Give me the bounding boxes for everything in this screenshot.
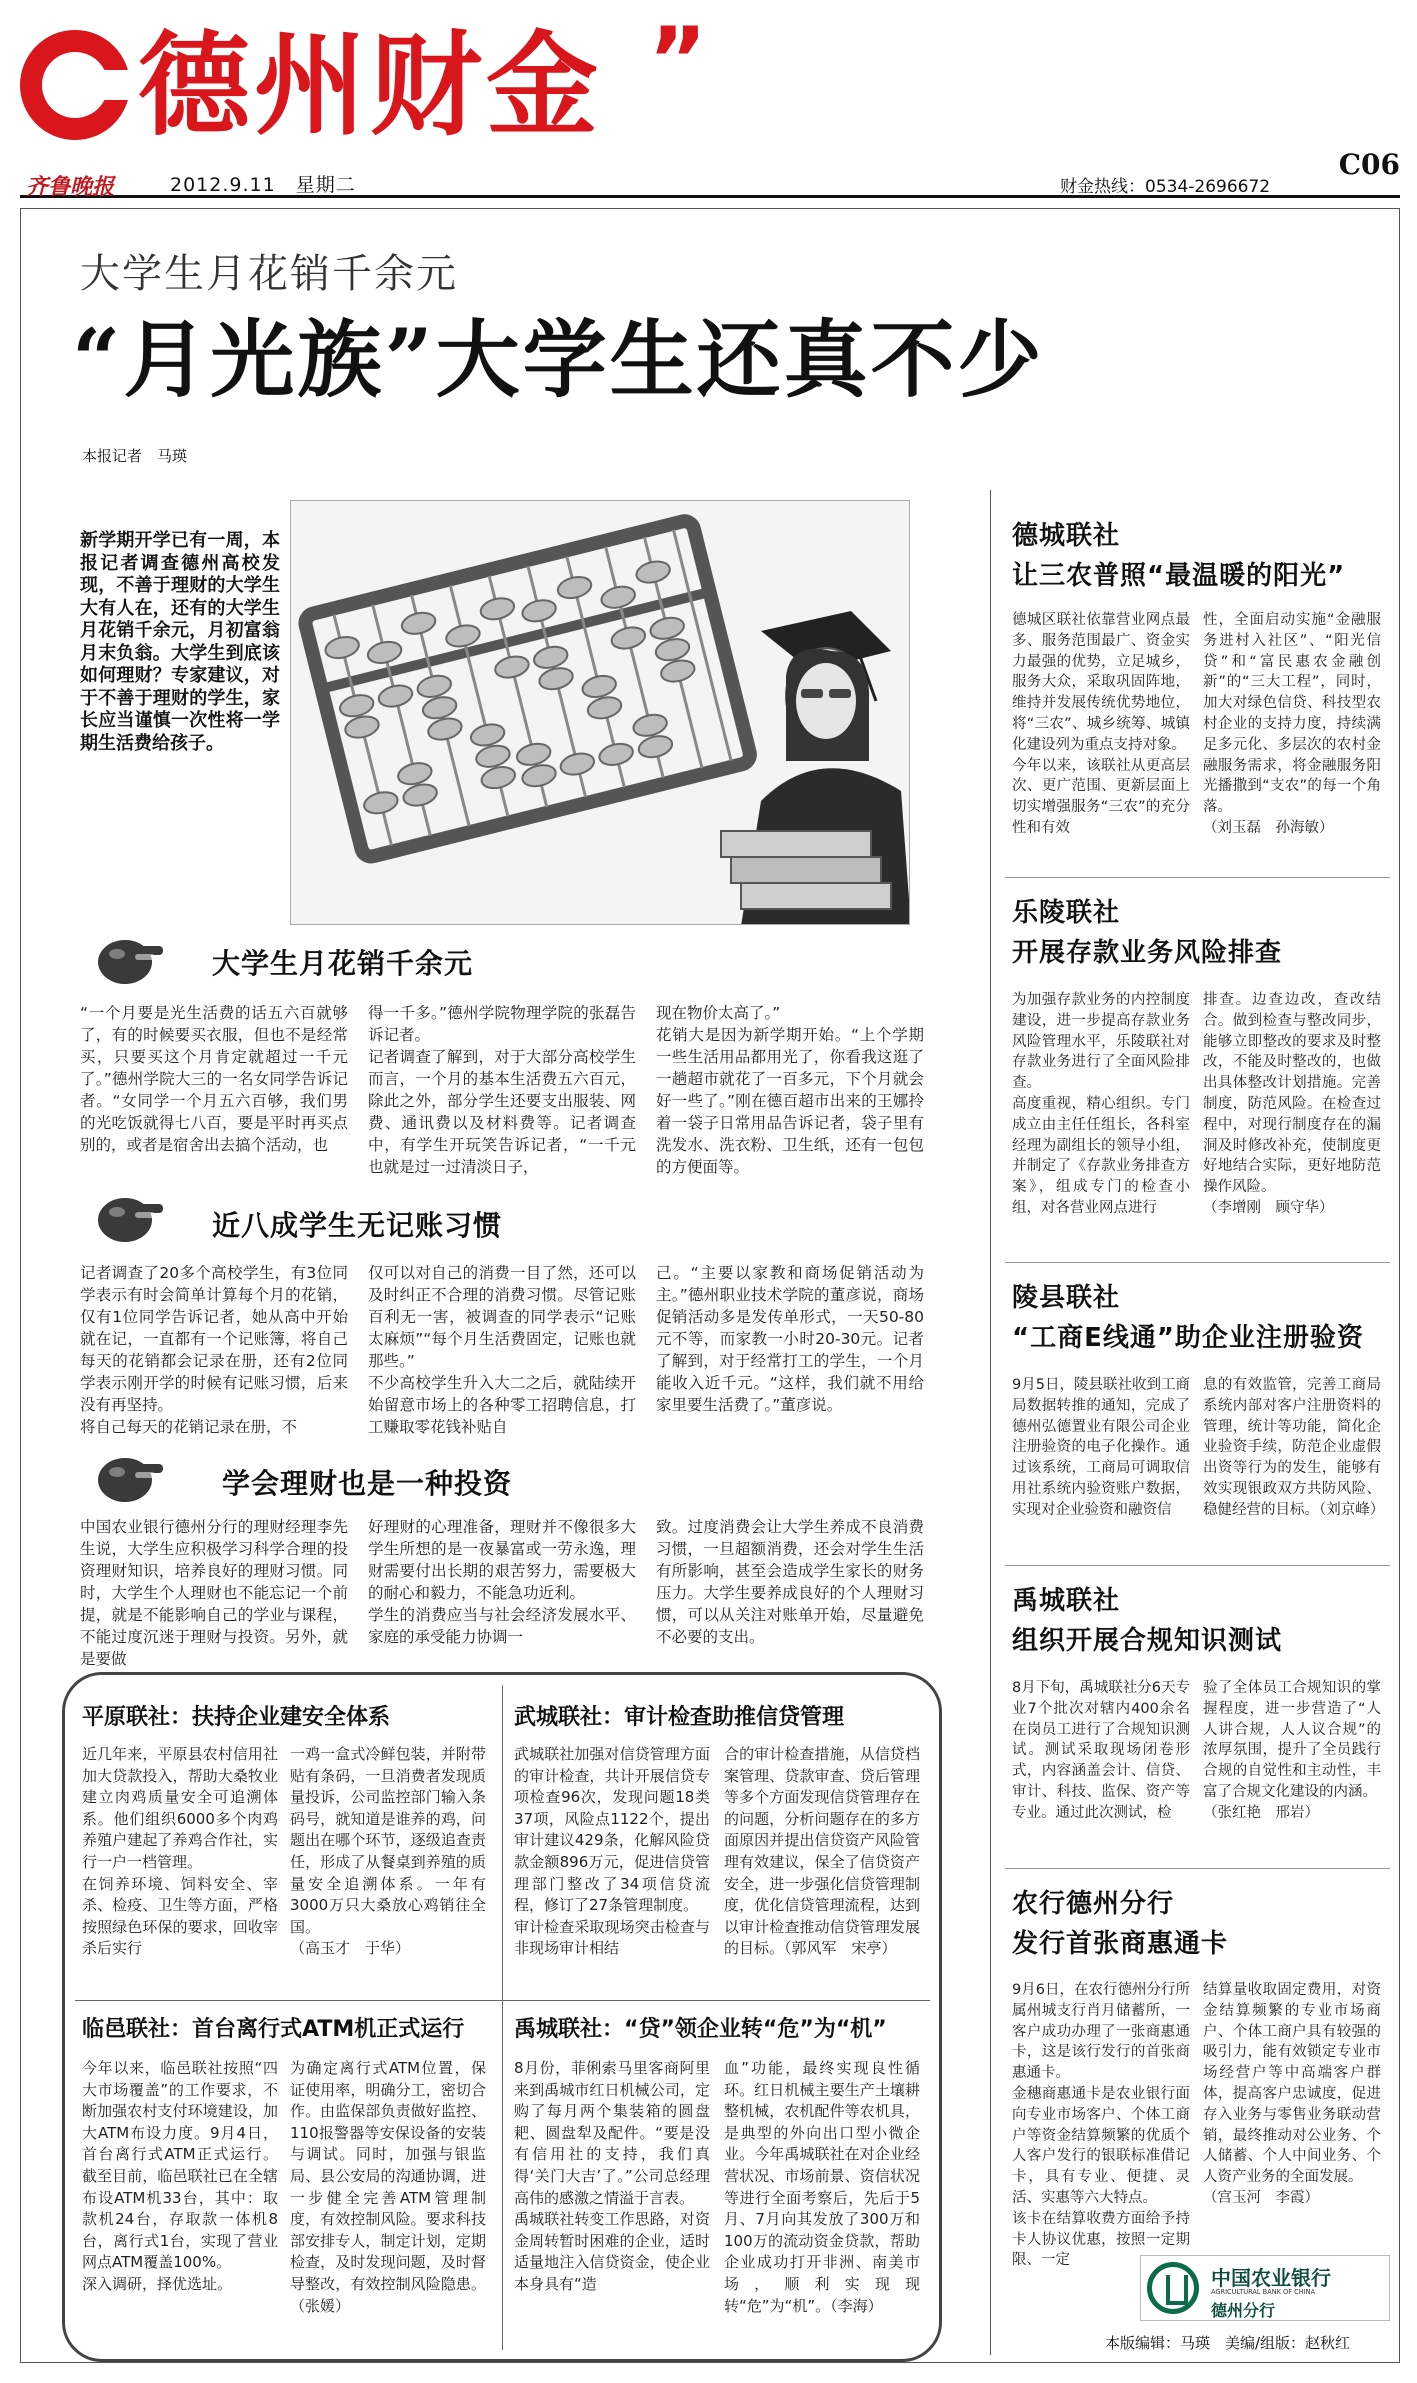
box-item-col: 近几年来，平原县农村信用社加大贷款投入，帮助大桑牧业建立肉鸡质量安全可追溯体系。他们组织6000多个肉鸡养殖户建起了养鸡合作社，实行一户一档管理。 在饲养环境、饲料安全、宰杀、检疫、卫生等方面，严格按照绿色环保的要求，回收宰杀后实行 bbox=[82, 1745, 278, 1958]
section-1-col-1: “一个月要是光生活费的话五六百就够了，有的时候要买衣服，但也不是经常买，只要买这个月肯定就超过一千元了。”德州学院大三的一名女同学告诉记者。“女同学一个月五六百够，我们男的光吃饭就得七八百，要是平时再买点别的，或者是宿舍出去搞个活动，也 bbox=[80, 1004, 348, 1154]
right-item-title: 让三农普照“最温暖的阳光” bbox=[1012, 561, 1346, 591]
box-item-col: 武城联社加强对信贷管理方面的审计检查，共计开展信贷专项检查96次，发现问题18类37项，风险点1122个，提出审计建议429条，化解风险贷款金额896万元，促进信贷管理部门整改了34项信贷流程，修订了27条管理制度。 审计检查采取现场突击检查与非现场审计相结 bbox=[514, 1745, 710, 1958]
right-item-col: 9月5日，陵县联社收到工商局数据转推的通知，完成了德州弘德置业有限公司企业注册验资的电子化操作。通过该系统，工商局可调取信用社系统内验资账户数据，实现对企业验资和融资信 bbox=[1012, 1377, 1190, 1518]
section-1-col-2: 得一千多。”德州学院物理学院的张磊告诉记者。 记者调查了解到，对于大部分高校学生而言，一个月的基本生活费五六百元，除此之外，部分学生还要支出服装、网费、通讯费以及材料费等。记者调查中，有学生开玩笑告诉记者，“一千元也就是过一过清淡日子， bbox=[368, 1004, 636, 1176]
box-item-col: 8月份，菲俐索马里客商阿里来到禹城市红日机械公司，定购了每月两个集装箱的圆盘耙、圆盘犁及配件。“要是没有信用社的支持，我们真得‘关门大吉’了。”公司总经理高伟的感激之情溢于言表。 禹城联社转变工作思路，对资金周转暂时困难的企业，适时适量地注入信贷资金，使企业本身具有“造 bbox=[514, 2059, 710, 2293]
bank-name-cn: 中国农业银行 bbox=[1211, 2266, 1331, 2290]
right-item-col: 结算量收取固定费用，对资金结算频繁的专业市场商户、个体工商户具有较强的吸引力，能有效锁定专业市场经营户等中高端客户群体，提高客户忠诚度，促进存入业务与零售业务联动营销，最终推动对公业务、个人储蓄、个人中间业务、个人资产业务的全面发展。 （宫玉河 李霞） bbox=[1203, 1982, 1381, 2206]
right-item-col: 为加强存款业务的内控制度建设，进一步提高存款业务风险管理水平，乐陵联社对存款业务进行了全面风险排查。 高度重视，精心组织。专门成立由主任任组长，各科室经理为副组长的领导小组，并制定了《存款业务排查方案》，组成专门的检查小组，对各营业网点进行 bbox=[1012, 992, 1190, 1216]
section-3-col-1: 中国农业银行德州分行的理财经理李先生说，大学生应积极学习科学合理的投资理财知识，培养良好的理财习惯。同时，大学生个人理财也不能忘记一个前提，就是不能影响自己的学业与课程，不能过度沉迷于理财与投资。另外，就是要做 bbox=[80, 1518, 348, 1668]
editor-credits: 本版编辑：马瑛 美编/组版：赵秋红 bbox=[1105, 2334, 1351, 2352]
box-item-title: 武城联社：审计检查助推信贷管理 bbox=[514, 1705, 845, 1730]
right-item-col: 排查。边查边改，查改结合。做到检查与整改同步，能够立即整改的要求及时整改，不能及时整改的，也做出具体整改计划措施。完善制度，防范风险。在检查过程中，对现行制度存在的漏洞及时修改补充，使制度更好地结合实际，更好地防范操作风险。 （李增刚 顾守华） bbox=[1203, 992, 1381, 1216]
box-horizontal-divider bbox=[75, 2000, 930, 2001]
pointing-hand-icon bbox=[95, 1450, 165, 1505]
right-item-bureau: 禹城联社 bbox=[1012, 1586, 1121, 1616]
box-item-col: 合的审计检查措施，从信贷档案管理、贷款审查、贷后管理等多个方面发现信贷管理存在的问题，分析问题存在的多方面原因并提出信贷资产风险管理有效建议，保全了信贷资产安全，进一步强化信贷管理制度，优化信贷管理流程，达到以审计检查推动信贷管理发展的目标。（郭风军 宋亭） bbox=[724, 1745, 920, 1958]
section-2-col-2: 仅可以对自己的消费一目了然，还可以及时纠正不合理的消费习惯。尽管记账百利无一害，被调查的同学表示“记账太麻烦”“每个月生活费固定，记账也就那些。” 不少高校学生升入大二之后，就陆续开始留意市场上的各种零工招聘信息，打工赚取零花钱补贴自 bbox=[368, 1264, 636, 1436]
box-item-col: 血”功能，最终实现良性循环。红日机械主要生产土壤耕整机械，农机配件等农机具，是典型的外向出口型小微企业。今年禹城联社在对企业经营状况、市场前景、资信状况等进行全面考察后，先后于5月、7月向其发放了300万和100万的流动资金贷款，帮助企业成功打开非洲、南美市场，顺利实现现转“危”为“机”。（李海） bbox=[724, 2059, 920, 2315]
pointing-hand-icon bbox=[95, 1190, 165, 1245]
abc-emblem-icon bbox=[1147, 2262, 1199, 2314]
right-separator bbox=[1005, 1565, 1390, 1566]
article-byline: 本报记者 马瑛 bbox=[82, 447, 188, 465]
section-3-col-2: 好理财的心理准备，理财并不像很多大学生所想的是一夜暴富或一劳永逸，理财需要付出长期的艰苦努力，需要极大的耐心和毅力，不能急功近利。 学生的消费应当与社会经济发展水平、家庭的承受能力协调一 bbox=[368, 1518, 636, 1646]
right-item-title: 组织开展合规知识测试 bbox=[1012, 1626, 1283, 1656]
right-separator bbox=[1005, 877, 1390, 878]
right-item-col: 性，全面启动实施“金融服务进村入社区”、“阳光信贷”和“富民惠农金融创新”的“三大工程”，同时，加大对绿色信贷、科技型农村企业的支持力度，持续满足多元化、多层次的农村金融服务需求，将金融服务阳光播撒到“支农”的每一个角落。 （刘玉磊 孙海敏） bbox=[1203, 612, 1381, 836]
right-item-title: “工商E线通”助企业注册验资 bbox=[1012, 1323, 1364, 1353]
bank-name-en: AGRICULTURAL BANK OF CHINA bbox=[1211, 2288, 1316, 2296]
box-item-col: 今年以来，临邑联社按照“四大市场覆盖”的工作要求，不断加强农村支付环境建设，加大ATM布设力度。9月4日，首台离行式ATM正式运行。截至目前，临邑联社已在全辖布设ATM机33台，其中：取款机24台，存取款一体机8台，离行式1台，实现了营业网点ATM覆盖100%。 深入调研，择优选址。 bbox=[82, 2059, 278, 2293]
section-title: 德州财金 bbox=[138, 20, 602, 151]
article-photo bbox=[290, 500, 910, 925]
article-headline: “月光族”大学生还真不少 bbox=[72, 310, 1045, 409]
right-item-bureau: 农行德州分行 bbox=[1012, 1889, 1175, 1919]
hotline: 财金热线：0534-2696672 bbox=[1060, 177, 1271, 197]
abacus-student-illustration bbox=[291, 501, 910, 925]
box-item-title: 平原联社：扶持企业建安全体系 bbox=[82, 1705, 391, 1730]
box-item-title: 临邑联社：首台离行式ATM机正式运行 bbox=[82, 2017, 465, 2042]
section-1-col-3: 现在物价太高了。” 花销大是因为新学期开始。“上个学期一些生活用品都用光了，你看我这逛了一趟超市就花了一百多元，下个月就会好一些了。”刚在德百超市出来的王娜拎着一袋子日常用品告诉记者，袋子里有洗发水、洗衣粉、卫生纸，还有一包包的方便面等。 bbox=[656, 1004, 924, 1176]
page-number: C06 bbox=[1338, 148, 1400, 181]
quote-mark: ” bbox=[648, 8, 708, 113]
right-item-col: 8月下旬，禹城联社分6天专业7个批次对辖内400余名在岗员工进行了合规知识测试。测试采取现场闭卷形式，内容涵盖会计、信贷、审计、科技、监保、资产等专业。通过此次测试，检 bbox=[1012, 1680, 1190, 1821]
article-lead: 新学期开学已有一周，本报记者调查德州高校发现，不善于理财的大学生大有人在，还有的大学生月花销千余元，月初富翁月末负翁。大学生到底该如何理财？专家建议，对于不善于理财的学生，家长应当谨慎一次性将一学期生活费给孩子。 bbox=[80, 530, 280, 754]
section-3-col-3: 致。过度消费会让大学生养成不良消费习惯，一旦超额消费，还会对学生生活有所影响，甚至会造成学生家长的财务压力。大学生要养成良好的个人理财习惯，可以从关注对账单开始，尽量避免不必要的支出。 bbox=[656, 1518, 924, 1646]
section-heading-2: 近八成学生无记账习惯 bbox=[212, 1209, 503, 1242]
masthead bbox=[20, 10, 740, 165]
section-2-col-3: 己。“主要以家教和商场促销活动为主。”德州职业技术学院的董彦说，商场促销活动多是发传单形式，一天50-80元不等，而家教一小时20-30元。记者了解到，对于经常打工的学生，一个月能收入近千元。“这样，我们就不用给家里要生活费了。”董彦说。 bbox=[656, 1264, 924, 1414]
section-heading-1: 大学生月花销千余元 bbox=[212, 947, 474, 980]
pointing-hand-icon bbox=[95, 932, 165, 987]
box-item-col: 为确定离行式ATM位置，保证使用率，明确分工，密切合作。由监保部负责做好监控、110报警器等安保设备的安装与调试。同时，加强与银监局、县公安局的沟通协调，进一步健全完善ATM管理制度，有效控制风险。要求科技部安排专人，制定计划，定期检查，及时发现问题，及时督导整改，有效控制风险隐患。（张媛） bbox=[290, 2059, 486, 2315]
right-item-bureau: 乐陵联社 bbox=[1012, 898, 1121, 928]
article-kicker: 大学生月花销千余元 bbox=[80, 251, 458, 297]
section-logo-icon bbox=[20, 30, 130, 140]
column-divider bbox=[990, 490, 991, 2355]
right-separator bbox=[1005, 1868, 1390, 1869]
section-heading-3: 学会理财也是一种投资 bbox=[222, 1467, 513, 1500]
right-item-col: 9月6日，在农行德州分行所属州城支行肖月储蓄所，一客户成功办理了一张商惠通卡，这是该行发行的首张商惠通卡。 金穗商惠通卡是农业银行面向专业市场客户、个体工商户等资金结算频繁的优质个人客户发行的银联标准借记卡，具有专业、便捷、灵活、实惠等六大特点。 该卡在结算收费方面给予持卡人协议优惠，按照一定期限、一定 bbox=[1012, 1982, 1190, 2269]
paper-name: 齐鲁晚报 bbox=[26, 174, 115, 200]
right-separator bbox=[1005, 1262, 1390, 1263]
box-item-title: 禹城联社：“贷”领企业转“危”为“机” bbox=[514, 2017, 887, 2042]
box-item-col: 一鸡一盒式冷鲜包装，并附带贴有条码，一旦消费者发现质量投诉，公司监控部门输入条码号，就知道是谁养的鸡，问题出在哪个环节，逐级追查责任，形成了从餐桌到养殖的质量安全追溯体系。一年有3000万只大桑放心鸡销往全国。 （高玉才 于华） bbox=[290, 1745, 486, 1958]
box-vertical-divider bbox=[502, 1685, 503, 2350]
right-item-bureau: 陵县联社 bbox=[1012, 1283, 1121, 1313]
bank-branch: 德州分行 bbox=[1211, 2301, 1276, 2320]
section-2-col-1: 记者调查了20多个高校学生，有3位同学表示有时会简单计算每个月的花销，仅有1位同学告诉记者，她从高中开始就在记，一直都有一个记账簿，将自己每天的花销都会记录在册，还有2位同学表示刚开学的时候有记账习惯，后来没有再坚持。 将自己每天的花销记录在册，不 bbox=[80, 1264, 348, 1436]
right-item-col: 验了全体员工合规知识的掌握程度，进一步营造了“人人讲合规，人人议合规”的浓厚氛围，提升了全员践行合规的自觉性和主动性，丰富了合规文化建设的内涵。 （张红艳 邢岩） bbox=[1203, 1680, 1381, 1821]
right-item-col: 息的有效监管，完善工商局系统内部对客户注册资料的管理，统计等功能，简化企业验资手续，防范企业虚假出资等行为的发生，能够有效实现银政双方共防风险、稳健经营的目标。（刘京峰） bbox=[1203, 1377, 1385, 1518]
right-item-col: 德城区联社依靠营业网点最多、服务范围最广、资金实力最强的优势，立足城乡，服务大众，采取巩固阵地，维持并发展传统优势地位，将“三农”、城乡统筹、城镇化建设列为重点支持对象。 今年以来，该联社从更高层次、更广范围、更新层面上切实增强服务“三农”的充分性和有效 bbox=[1012, 612, 1190, 836]
issue-date: 2012.9.11 星期二 bbox=[170, 174, 356, 196]
bank-logo bbox=[1140, 2255, 1390, 2321]
right-item-title: 开展存款业务风险排查 bbox=[1012, 938, 1283, 968]
dateline bbox=[20, 148, 1400, 200]
right-item-bureau: 德城联社 bbox=[1012, 521, 1121, 551]
right-item-title: 发行首张商惠通卡 bbox=[1012, 1929, 1229, 1959]
